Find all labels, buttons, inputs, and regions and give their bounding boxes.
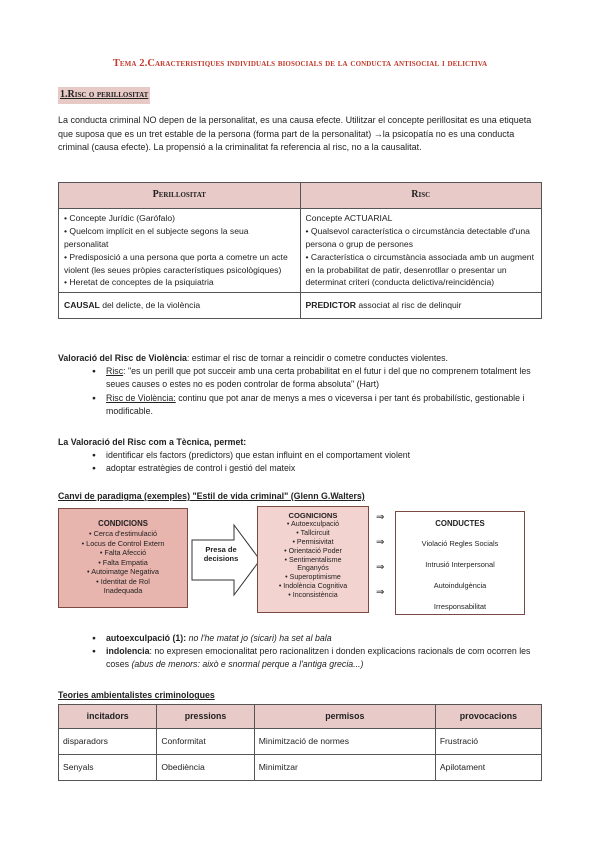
list-item: • Característica o circumstància associada amb un augment en la probabilitat de patir, desenrotllar o presentar un determinat criteri (conducta delictiva/reincidència) (305, 251, 534, 288)
risc-intro: Concepte (305, 213, 345, 223)
table-cell: Minimitzar (254, 755, 435, 781)
note-text: : no expresen emocionalitat pero racionalitzen i donden explicacions racionals de com ocorren les coses (106, 646, 531, 670)
table-cell: Senyals (59, 755, 157, 781)
perillositat-risc-table (58, 182, 542, 319)
table-cell: Obediència (157, 755, 254, 781)
intro-paragraph (58, 114, 542, 155)
double-arrow-icon: ⇒ (376, 537, 385, 548)
presa-decisions-label: Presa de decisions (203, 545, 239, 564)
cognicions-item: • Superoptimisme (285, 573, 341, 582)
note-example: (abus de menors: això e snormal perque a l'antiga grecia...) (131, 659, 364, 670)
list-item-label: Risc de Violència: (106, 392, 176, 403)
causal-text: del delicte, de la violència (99, 300, 201, 311)
cognicions-title: COGNICIONS (288, 511, 338, 520)
predictor-cell (300, 293, 542, 319)
list-item-label: Risc (106, 366, 124, 377)
list-item: ● identificar els factors (predictors) que estan influint en el comportament violent (92, 449, 542, 462)
cognicions-notes (58, 632, 542, 672)
table-cell: Conformitat (157, 729, 254, 755)
causal-cell (59, 293, 301, 319)
list-item: • Quelcom implícit en el subjecte segons la seua personalitat (64, 225, 249, 249)
list-item (92, 632, 542, 645)
condicions-title: CONDICIONS (98, 519, 148, 528)
conductes-title: CONDUCTES (435, 519, 485, 528)
list-item: • Qualsevol característica o circumstància detectable d'una persona o grup de persones (305, 225, 530, 249)
cognicions-item: • Tallcircuit (296, 529, 330, 538)
table-cell: disparadors (59, 729, 157, 755)
cognicions-item: • Orientació Poder (284, 546, 342, 555)
valoracio-section (58, 352, 542, 418)
double-arrow-icon: ⇒ (376, 587, 385, 598)
arrow-glyph: → (373, 128, 383, 139)
table-row (59, 755, 542, 781)
condicions-item: • Falta Afecció (99, 548, 147, 558)
note-term: autoexculpació (1): (106, 633, 187, 643)
list-item (92, 392, 542, 418)
cognicions-item: • Sentimentalisme (284, 555, 342, 564)
valoracio-paragraph (58, 352, 542, 365)
table-cell: Apilotament (435, 755, 541, 781)
cognicions-item: Enganyós (297, 564, 329, 573)
risc-actuarial: ACTUARIAL (344, 213, 393, 223)
table-header-perillositat: Perillositat (59, 183, 301, 209)
condicions-item: • Locus de Control Extern (81, 538, 165, 548)
condicions-item: • Autoimatge Negativa (87, 567, 159, 577)
valoracio-list (58, 365, 542, 418)
list-item: • Heretat de conceptes de la psiquiatria (64, 277, 214, 288)
cognicions-item: • Inconsistència (288, 590, 338, 599)
table-row (59, 729, 542, 755)
table-header-risc: Risc (300, 183, 542, 209)
cognicions-box (257, 506, 369, 613)
teories-heading: Teories ambientalistes criminologues (58, 690, 215, 700)
predictor-label: PREDICTOR (305, 300, 356, 311)
list-item: • Predisposició a una persona que porta a cometre un acte violent (les seues pròpies característiques psicològiques) (64, 251, 288, 275)
conductes-item: Intrusió Interpersonal (425, 560, 495, 570)
note-term: indolencia (106, 646, 150, 657)
tecnica-section (58, 436, 542, 476)
section-heading: 1.Risc o perillositat (58, 87, 150, 104)
causal-label: CAUSAL (64, 300, 100, 311)
cognicions-item: • Autoexculpació (286, 520, 340, 529)
perillositat-cell (59, 209, 301, 293)
condicions-item: Inadequada (103, 586, 143, 596)
table-header: incitadors (59, 705, 157, 729)
list-item (92, 645, 542, 671)
conductes-item: Irresponsabilitat (433, 601, 487, 611)
table-cell: Minimització de normes (254, 729, 435, 755)
list-item (306, 212, 537, 225)
table-cell: Frustració (435, 729, 541, 755)
conductes-box (395, 511, 525, 615)
paradigma-heading: Canvi de paradigma (exemples) "Estil de vida criminal" (Glenn G.Walters) (58, 491, 365, 501)
intro-text-b: la psicopatía no es una conducta criminal (causa efecte). La propensió a la criminalitat fa referencia al risc, no a la causalitat. (58, 128, 515, 153)
predictor-text: associat al risc de delinquir (355, 300, 462, 311)
intro-text-a: La conducta criminal NO depen de la personalitat, es una causa efecte. Utilitzar el concepte perillositat es una etiqueta que suposa que es un tret estable de la persona (forma part de la personalitat) (58, 115, 532, 139)
double-arrow-icon: ⇒ (376, 562, 385, 573)
table-header: permisos (254, 705, 435, 729)
notes-list (58, 632, 542, 672)
valoracio-heading: Valoració del Risc de Violència (58, 353, 187, 363)
double-arrow-icon: ⇒ (376, 512, 385, 523)
list-item: • Concepte Jurídic (Garófalo) (64, 213, 175, 223)
conductes-item: Autoindulgència (433, 580, 487, 590)
list-item: ● adoptar estratègies de control i gestió del mateix (92, 462, 542, 475)
document-title: Tema 2.Caracteristiques individuals biosocials de la conducta antisocial i delictiva (112, 58, 488, 69)
cognicions-item: • Permisivitat (292, 537, 334, 546)
cognicions-item: • Indolència Cognitiva (278, 581, 348, 590)
conductes-item: Violació Regles Socials (421, 539, 499, 549)
note-example: no l'he matat jo (sicari) ha set al bala (186, 633, 332, 643)
list-item-text: : "es un perill que pot succeir amb una certa probabilitat en el futur i del que no comprenem totalment les seues causes o estes no es poden controlar de forma absoluta" (Hart) (106, 366, 531, 390)
condicions-box (58, 508, 188, 608)
risc-cell (300, 209, 542, 293)
estil-vida-criminal-diagram (58, 505, 542, 615)
list-item (92, 365, 542, 391)
condicions-item: • Cerca d'estimulació (88, 529, 158, 539)
teories-table (58, 704, 542, 781)
valoracio-text: : estimar el risc de tornar a reincidir o cometre conductes violentes. (186, 353, 449, 363)
condicions-item: • Falta Empatia (98, 557, 148, 567)
condicions-item: • Identitat de Rol (96, 576, 150, 586)
tecnica-heading-text: La Valoració del Risc com a Tècnica, permet: (58, 437, 247, 447)
table-header: provocacions (435, 705, 541, 729)
tecnica-heading (58, 436, 542, 449)
tecnica-list (58, 449, 542, 475)
list-item-text: continu que pot anar de menys a mes o viceversa i per tant és probabilístic, gestionable i modificable. (106, 392, 525, 416)
table-header: pressions (157, 705, 254, 729)
